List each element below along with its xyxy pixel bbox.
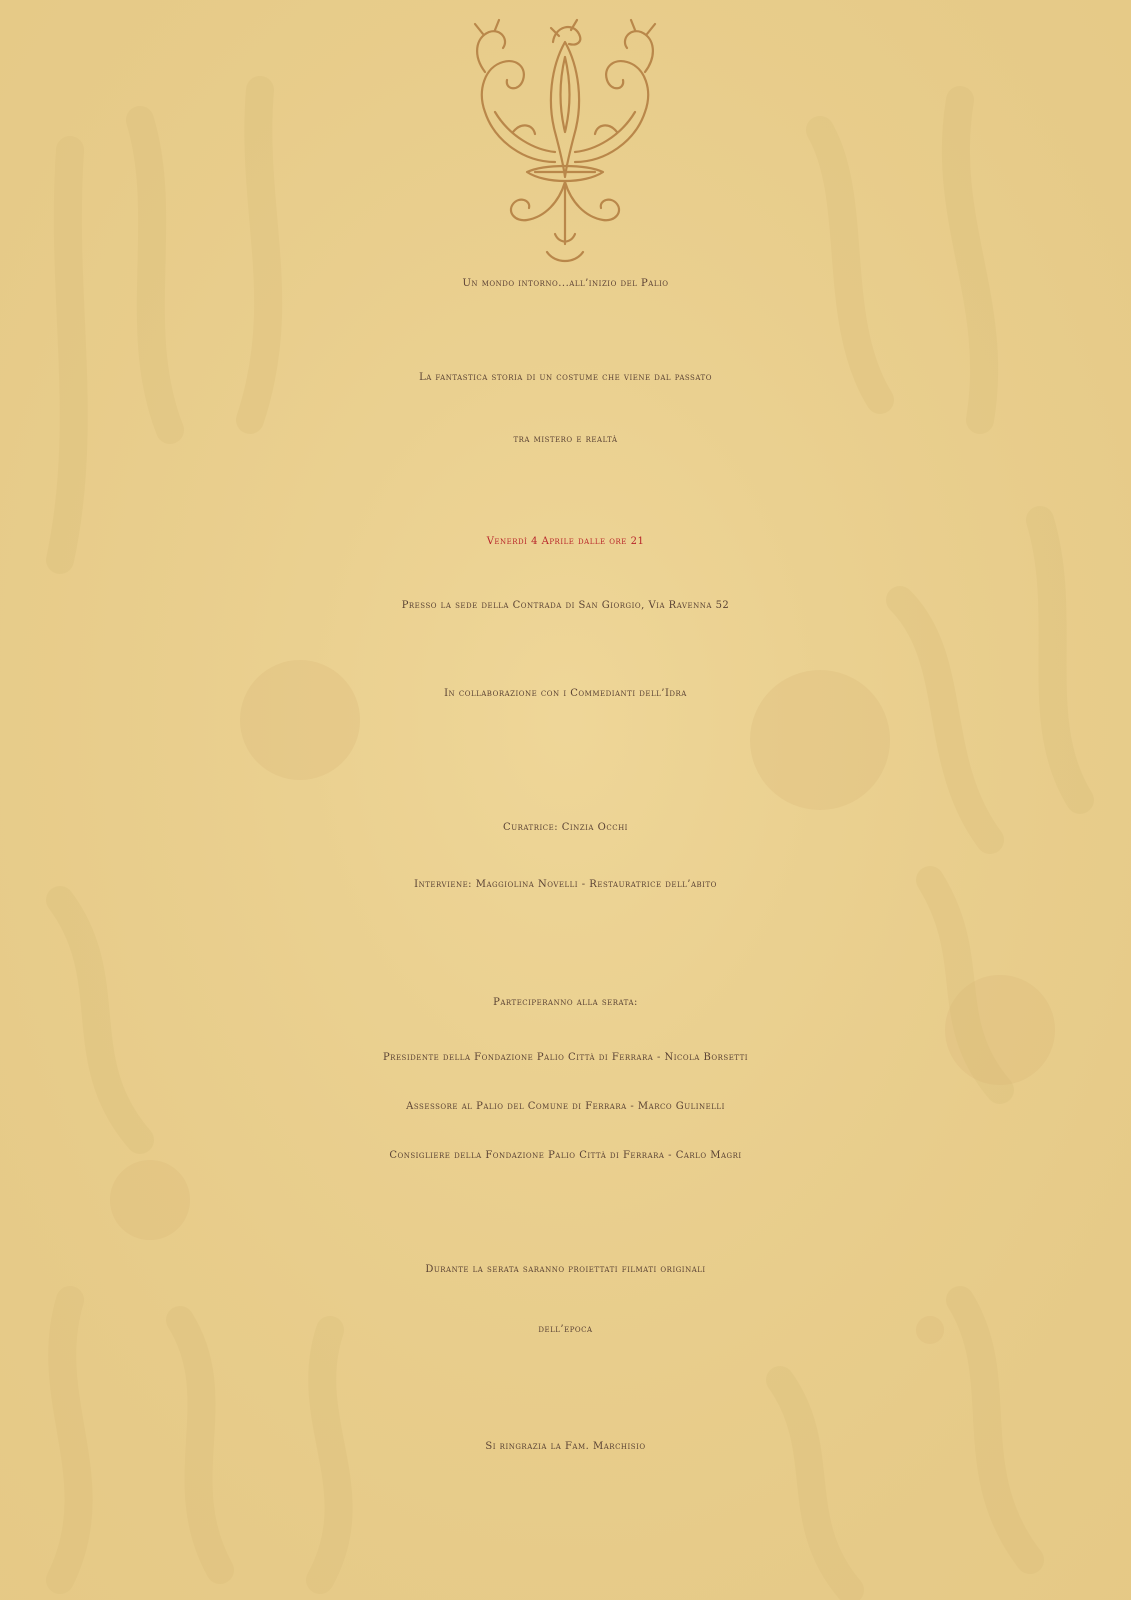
event-title: Un mondo intorno...all’inizio del Palio [462, 278, 669, 289]
participants-heading: Parteciperanno alla serata: [493, 997, 638, 1008]
heraldic-fleur-de-lis-emblem-icon [455, 12, 675, 272]
event-speaker: Interviene: Maggiolina Novelli - Restauratrice dell’abito [414, 879, 717, 890]
event-collaboration: In collaborazione con i Commedianti dell’Idra [444, 688, 687, 699]
films-note-line-2: dell’epoca [538, 1324, 593, 1335]
event-subtitle-line-2: tra mistero e realtà [513, 434, 618, 445]
participant-item: Assessore al Palio del Comune di Ferrara - Marco Gulinelli [406, 1101, 725, 1112]
event-venue: Presso la sede della Contrada di San Giorgio, Via Ravenna 52 [401, 600, 730, 611]
films-note-line-1: Durante la serata saranno proiettati filmati originali [425, 1264, 706, 1275]
acknowledgement: Si ringrazia la Fam. Marchisio [485, 1441, 646, 1452]
event-date-time: Venerdì 4 Aprile dalle ore 21 [486, 536, 645, 547]
event-subtitle-line-1: La fantastica storia di un costume che viene dal passato [419, 372, 712, 383]
participant-item: Presidente della Fondazione Palio Città di Ferrara - Nicola Borsetti [382, 1052, 749, 1063]
event-curator: Curatrice: Cinzia Occhi [503, 822, 628, 833]
participant-item: Consigliere della Fondazione Palio Città di Ferrara - Carlo Magri [389, 1150, 742, 1161]
